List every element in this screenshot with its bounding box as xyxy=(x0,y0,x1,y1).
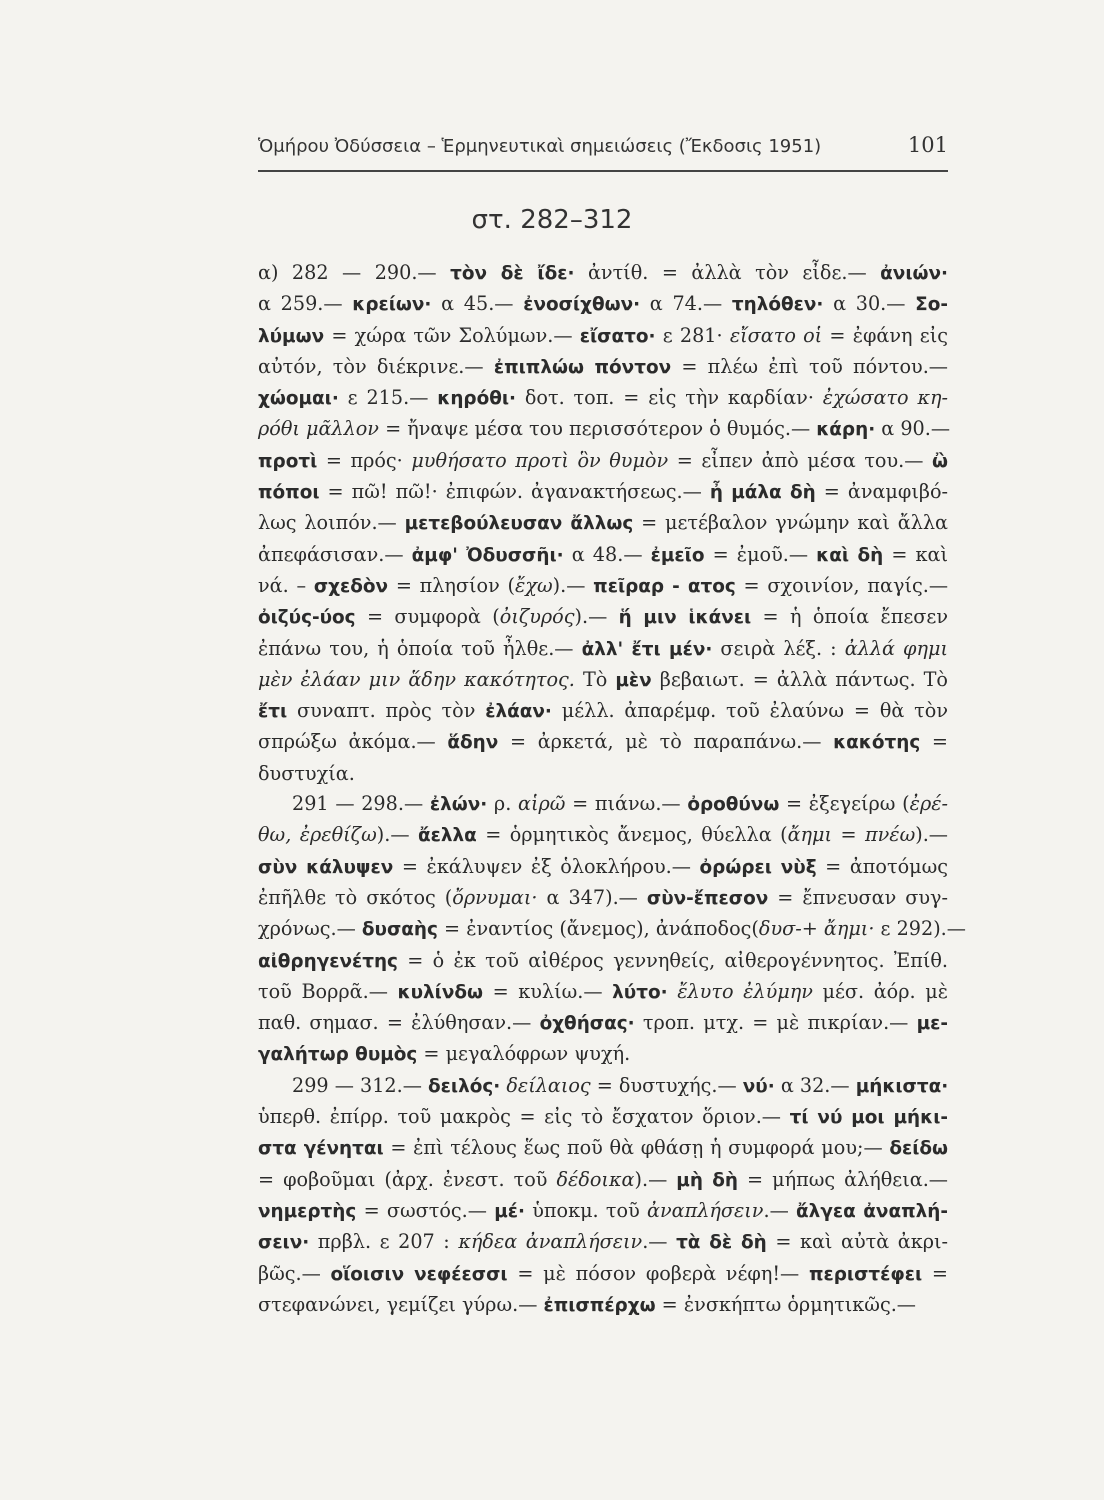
commentary-body xyxy=(258,258,966,1321)
text-line: ρόθι μᾶλλον = ἤναψε μέσα του περισσότερον ὁ θυμός.— κάρη· α 90.— xyxy=(258,417,951,441)
paragraph xyxy=(258,258,951,789)
text-line: λύμων = χώρα τῶν Σολύμων.— εἴσατο· ε 281· εἴσατο οἱ = ἐφάνη εἰς xyxy=(258,323,948,347)
text-line: μὲν ἐλάαν μιν ἅδην κακότητος. Τὸ μὲν βεβαιωτ. = ἀλλὰ πάντως. Τὸ xyxy=(258,667,948,691)
text-line: σπρώξω ἀκόμα.— ἅδην = ἀρκετά, μὲ τὸ παραπάνω.— κακότης = xyxy=(258,730,948,754)
text-line: αἰθρηγενέτης = ὁ ἐκ τοῦ αἰθέρος γεννηθείς, αἰθερογέννητος. Ἐπίθ. xyxy=(258,948,948,972)
text-line: αὐτόν, τὸν διέκρινε.— ἐπιπλώω πόντον = πλέω ἐπὶ τοῦ πόντου.— xyxy=(258,354,948,378)
text-line: τοῦ Βορρᾶ.— κυλίνδω = κυλίω.— λύτο· ἔλυτο ἐλύμην μέσ. ἀόρ. μὲ xyxy=(258,979,948,1003)
text-line: ὀιζύς-ύος = συμφορὰ (ὀιζυρός).— ἥ μιν ἱκάνει = ἡ ὁποία ἔπεσεν xyxy=(258,605,949,629)
text-line: α 259.— κρείων· α 45.— ἐνοσίχθων· α 74.— τηλόθεν· α 30.— Σο- xyxy=(258,292,948,316)
text-line: θω, ἐρεθίζω).— ἄελλα = ὁρμητικὸς ἄνεμος, θύελλα (ἄημι = πνέω).— xyxy=(258,823,948,847)
text-line: ἐπάνω του, ἡ ὁποία τοῦ ἦλθε.— ἀλλ' ἔτι μέν· σειρὰ λέξ. : ἀλλά φημι xyxy=(258,636,948,660)
text-line: προτὶ = πρός· μυθήσατο προτὶ ὃν θυμὸν = εἶπεν ἀπὸ μέσα του.— ὢ xyxy=(258,448,948,472)
text-line: παθ. σημασ. = ἐλύθησαν.— ὀχθήσας· τροπ. μτχ. = μὲ πικρίαν.— με- xyxy=(258,1011,948,1035)
text-line: γαλήτωρ θυμὸς = μεγαλόφρων ψυχή. xyxy=(258,1042,631,1066)
text-line: πόποι = πῶ! πῶ!· ἐπιφών. ἀγανακτήσεως.— ἦ μάλα δὴ = ἀναμφιβό- xyxy=(258,480,948,504)
text-line: βῶς.— οἵοισιν νεφέεσσι = μὲ πόσον φοβερὰ νέφη!— περιστέφει = xyxy=(258,1261,948,1285)
running-title: Ὁμήρου Ὀδύσσεια – Ἑρμηνευτικαὶ σημειώσεις (Ἔκδοσις 1951) xyxy=(258,136,822,157)
text-line: νημερτὴς = σωστός.— μέ· ὑποκμ. τοῦ ἀναπλήσειν.— ἄλγεα ἀναπλή- xyxy=(258,1198,948,1222)
page-number: 101 xyxy=(907,133,948,157)
text-line: νά. – σχεδὸν = πλησίον (ἔχω).— πεῖραρ - ατος = σχοινίον, παγίς.— xyxy=(258,573,949,597)
text-line: χώομαι· ε 215.— κηρόθι· δοτ. τοπ. = εἰς τὴν καρδίαν· ἐχώσατο κη- xyxy=(258,386,949,410)
text-line: σὺν κάλυψεν = ἐκάλυψεν ἐξ ὁλοκλήρου.— ὀρώρει νὺξ = ἀποτόμως xyxy=(258,854,948,878)
text-line: ἔτι συναπτ. πρὸς τὸν ἐλάαν· μέλλ. ἀπαρέμφ. τοῦ ἐλαύνω = θὰ τὸν xyxy=(258,699,948,723)
text-line: σειν· πρβλ. ε 207 : κήδεα ἀναπλήσειν.— τὰ δὲ δὴ = καὶ αὐτὰ ἀκρι- xyxy=(258,1230,948,1254)
text-line: λως λοιπόν.— μετεβούλευσαν ἄλλως = μετέβαλον γνώμην καὶ ἄλλα xyxy=(258,511,948,535)
section-title: στ. 282–312 xyxy=(471,205,633,235)
text-line: ὑπερθ. ἐπίρρ. τοῦ μακρὸς = εἰς τὸ ἔσχατον ὅριον.— τί νύ μοι μήκι- xyxy=(258,1105,948,1129)
text-line: 299 — 312.— δειλός· δείλαιος = δυστυχής.— νύ· α 32.— μήκιστα· xyxy=(292,1073,949,1097)
text-line: α) 282 — 290.— τὸν δὲ ἴδε· ἀντίθ. = ἀλλὰ τὸν εἶδε.— ἀνιών· xyxy=(258,261,948,284)
paragraph xyxy=(258,789,966,1071)
text-line: στεφανώνει, γεμίζει γύρω.— ἐπισπέρχω = ἐνσκήπτω ὁρμητικῶς.— xyxy=(258,1292,916,1316)
text-line: ἐπῆλθε τὸ σκότος (ὄρνυμαι· α 347).— σὺν-ἔπεσον = ἔπνευσαν συγ- xyxy=(258,885,948,909)
text-line: στα γένηται = ἐπὶ τέλους ἕως ποῦ θὰ φθάσῃ ἡ συμφορά μου;— δείδω xyxy=(258,1136,948,1160)
running-header xyxy=(258,133,948,157)
paragraph xyxy=(258,1071,948,1321)
text-line: = φοβοῦμαι (ἀρχ. ἐνεστ. τοῦ δέδοικα).— μὴ δὴ = μήπως ἀλήθεια.— xyxy=(258,1167,948,1191)
text-line: δυστυχία. xyxy=(258,761,355,785)
header-rule xyxy=(258,170,948,172)
text-line: 291 — 298.— ἐλών· ρ. αἱρῶ = πιάνω.— ὀροθύνω = ἐξεγείρω (ἐρέ- xyxy=(292,792,949,816)
text-line: ἀπεφάσισαν.— ἀμφ' Ὀδυσσῆι· α 48.— ἐμεῖο = ἐμοῦ.— καὶ δὴ = καὶ xyxy=(258,542,948,566)
text-line: χρόνως.— δυσαὴς = ἐναντίος (ἄνεμος), ἀνάποδος(δυσ-+ ἄημι· ε 292).— xyxy=(258,917,966,941)
